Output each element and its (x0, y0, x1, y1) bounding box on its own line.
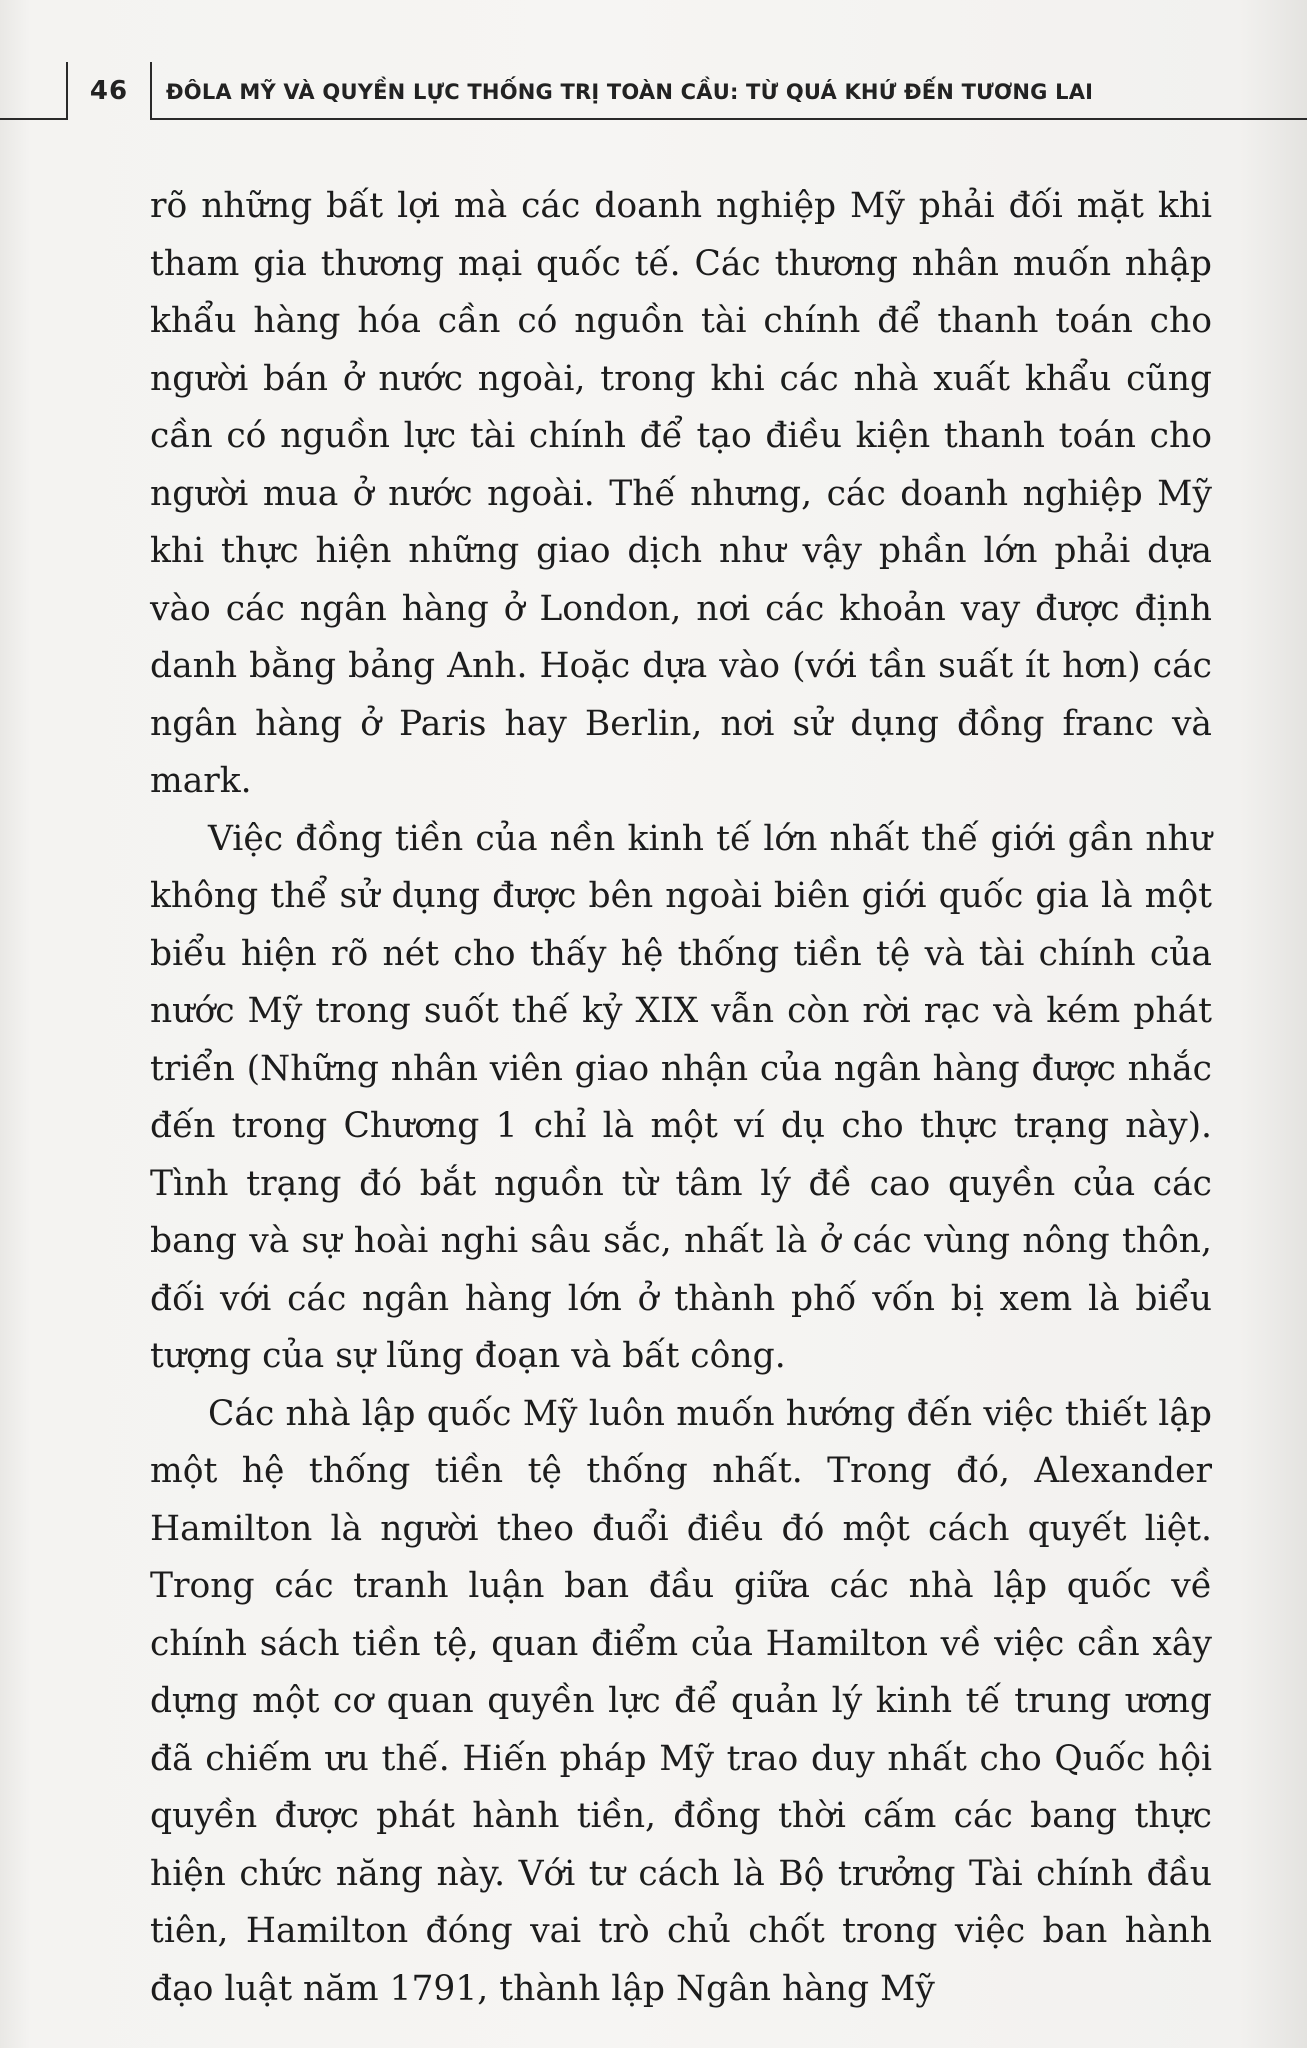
body-text (150, 178, 1212, 2018)
paragraph-3: Các nhà lập quốc Mỹ luôn muốn hướng đến việc thiết lập một hệ thống tiền tệ thống nhất. Trong đó, Alexander Hamilton là người theo đuổi điều đó một cách quyết liệt. Trong các tranh luận ban đầu giữa các nhà lập quốc về chính sách tiền tệ, quan điểm của Hamilton về việc cần xây dựng một cơ quan quyền lực để quản lý kinh tế trung ương đã chiếm ưu thế. Hiến pháp Mỹ trao duy nhất cho Quốc hội quyền được phát hành tiền, đồng thời cấm các bang thực hiện chức năng này. Với tư cách là Bộ trưởng Tài chính đầu tiên, Hamilton đóng vai trò chủ chốt trong việc ban hành đạo luật năm 1791, thành lập Ngân hàng Mỹ (150, 1393, 1212, 2009)
page-number: 46 (89, 76, 129, 106)
header-rule-left (0, 118, 68, 120)
page-number-box-left-border (66, 62, 68, 120)
page-number-box-right-border (150, 62, 152, 120)
running-title: ĐÔLA MỸ VÀ QUYỀN LỰC THỐNG TRỊ TOÀN CẦU: TỪ QUÁ KHỨ ĐẾN TƯƠNG LAI (166, 80, 1094, 104)
paragraph-1: rõ những bất lợi mà các doanh nghiệp Mỹ phải đối mặt khi tham gia thương mại quốc tế. Các thương nhân muốn nhập khẩu hàng hóa cần có nguồn tài chính để thanh toán cho người bán ở nước ngoài, trong khi các nhà xuất khẩu cũng cần có nguồn lực tài chính để tạo điều kiện thanh toán cho người mua ở nước ngoài. Thế nhưng, các doanh nghiệp Mỹ khi thực hiện những giao dịch như vậy phần lớn phải dựa vào các ngân hàng ở London, nơi các khoản vay được định danh bằng bảng Anh. Hoặc dựa vào (với tần suất ít hơn) các ngân hàng ở Paris hay Berlin, nơi sử dụng đồng franc và mark. (150, 186, 1212, 801)
header-rule-right (150, 118, 1307, 120)
paragraph-2: Việc đồng tiền của nền kinh tế lớn nhất thế giới gần như không thể sử dụng được bên ngoài biên giới quốc gia là một biểu hiện rõ nét cho thấy hệ thống tiền tệ và tài chính của nước Mỹ trong suốt thế kỷ XIX vẫn còn rời rạc và kém phát triển (Những nhân viên giao nhận của ngân hàng được nhắc đến trong Chương 1 chỉ là một ví dụ cho thực trạng này). Tình trạng đó bắt nguồn từ tâm lý đề cao quyền của các bang và sự hoài nghi sâu sắc, nhất là ở các vùng nông thôn, đối với các ngân hàng lớn ở thành phố vốn bị xem là biểu tượng của sự lũng đoạn và bất công. (150, 818, 1212, 1376)
page-header (0, 0, 1307, 140)
